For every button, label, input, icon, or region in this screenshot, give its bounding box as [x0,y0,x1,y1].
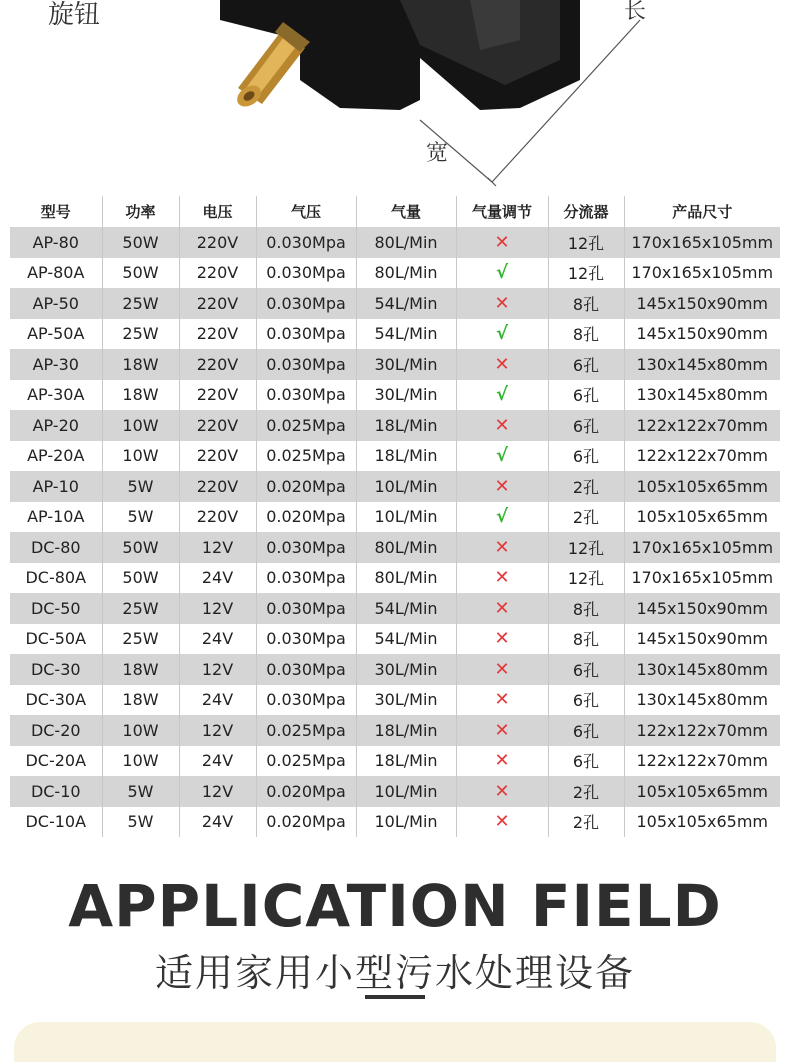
cell-flow: 10L/Min [356,807,456,838]
cell-power: 18W [102,349,179,380]
cell-flow: 30L/Min [356,380,456,411]
table-row [10,746,780,777]
cell-size: 130x145x80mm [624,654,780,685]
cell-flow-adjust [456,319,548,350]
cell-pressure: 0.030Mpa [256,563,356,594]
cell-flow-adjust [456,441,548,472]
cell-model: DC-50 [10,593,102,624]
cell-splitter: 8孔 [548,593,624,624]
cell-power: 50W [102,227,179,258]
brass-nozzle [233,22,310,111]
cross-icon: ✕ [494,658,510,680]
cell-model: DC-50A [10,624,102,655]
cell-power: 10W [102,410,179,441]
table-row [10,776,780,807]
cell-flow: 54L/Min [356,624,456,655]
check-icon: √ [495,262,508,284]
cell-voltage: 12V [179,532,256,563]
table-row [10,624,780,655]
cell-flow: 18L/Min [356,715,456,746]
table-row [10,563,780,594]
cell-voltage: 220V [179,441,256,472]
cell-size: 145x150x90mm [624,593,780,624]
cell-power: 50W [102,563,179,594]
cross-icon: ✕ [494,536,510,558]
cell-voltage: 220V [179,380,256,411]
cell-voltage: 220V [179,227,256,258]
header-flow-adjust: 气量调节 [456,196,548,227]
cross-icon: ✕ [494,689,510,711]
cell-flow: 18L/Min [356,746,456,777]
cell-size: 105x105x65mm [624,471,780,502]
cell-power: 10W [102,746,179,777]
cell-pressure: 0.025Mpa [256,441,356,472]
cell-model: AP-10A [10,502,102,533]
cell-flow: 10L/Min [356,776,456,807]
cell-flow: 80L/Min [356,563,456,594]
cell-power: 50W [102,532,179,563]
cell-splitter: 6孔 [548,746,624,777]
cell-splitter: 2孔 [548,471,624,502]
cell-voltage: 24V [179,563,256,594]
table-row [10,227,780,258]
cell-size: 122x122x70mm [624,746,780,777]
application-field-title: APPLICATION FIELD [68,872,722,940]
cell-voltage: 24V [179,685,256,716]
cell-pressure: 0.030Mpa [256,685,356,716]
cell-power: 5W [102,502,179,533]
cell-size: 105x105x65mm [624,776,780,807]
cell-model: DC-20A [10,746,102,777]
table-row [10,654,780,685]
cell-power: 25W [102,593,179,624]
cell-power: 25W [102,288,179,319]
cross-icon: ✕ [494,567,510,589]
cell-size: 122x122x70mm [624,410,780,441]
cell-model: AP-20 [10,410,102,441]
cell-voltage: 220V [179,502,256,533]
cell-splitter: 6孔 [548,685,624,716]
cell-flow: 18L/Min [356,410,456,441]
header-model: 型号 [10,196,102,227]
cross-icon: ✕ [494,353,510,375]
cell-flow-adjust [456,227,548,258]
check-icon: √ [495,506,508,528]
cross-icon: ✕ [494,475,510,497]
table-row [10,258,780,289]
cell-size: 145x150x90mm [624,624,780,655]
cross-icon: ✕ [494,780,510,802]
cell-splitter: 2孔 [548,502,624,533]
cell-model: DC-80A [10,563,102,594]
cell-flow-adjust [456,502,548,533]
cell-voltage: 220V [179,319,256,350]
cell-flow-adjust [456,563,548,594]
cell-model: DC-10 [10,776,102,807]
cell-splitter: 12孔 [548,227,624,258]
cell-splitter: 8孔 [548,319,624,350]
cell-flow-adjust [456,471,548,502]
cell-pressure: 0.030Mpa [256,654,356,685]
cell-pressure: 0.030Mpa [256,624,356,655]
table-row [10,471,780,502]
header-flow: 气量 [356,196,456,227]
check-icon: √ [495,384,508,406]
cell-pressure: 0.020Mpa [256,471,356,502]
cell-pressure: 0.030Mpa [256,349,356,380]
cell-flow: 10L/Min [356,502,456,533]
cell-splitter: 8孔 [548,624,624,655]
header-power: 功率 [102,196,179,227]
cell-flow-adjust [456,654,548,685]
cell-size: 105x105x65mm [624,502,780,533]
title-underline [365,995,425,999]
cell-pressure: 0.020Mpa [256,502,356,533]
cell-pressure: 0.020Mpa [256,776,356,807]
cell-voltage: 24V [179,624,256,655]
cell-flow-adjust [456,593,548,624]
cell-size: 170x165x105mm [624,258,780,289]
cell-power: 18W [102,685,179,716]
spec-table-body [10,227,780,837]
cross-icon: ✕ [494,292,510,314]
cell-size: 145x150x90mm [624,319,780,350]
table-row [10,502,780,533]
cell-flow: 18L/Min [356,441,456,472]
cell-splitter: 6孔 [548,441,624,472]
product-image-section [0,0,790,196]
cross-icon: ✕ [494,231,510,253]
cell-pressure: 0.020Mpa [256,807,356,838]
cell-voltage: 220V [179,410,256,441]
cell-splitter: 12孔 [548,563,624,594]
check-icon: √ [495,445,508,467]
cell-pressure: 0.030Mpa [256,258,356,289]
cell-flow: 10L/Min [356,471,456,502]
cell-power: 25W [102,624,179,655]
cell-flow: 80L/Min [356,532,456,563]
cell-power: 5W [102,807,179,838]
cross-icon: ✕ [494,811,510,833]
cell-voltage: 12V [179,654,256,685]
cell-splitter: 6孔 [548,654,624,685]
cell-power: 5W [102,776,179,807]
cell-model: AP-30 [10,349,102,380]
cross-icon: ✕ [494,628,510,650]
footer-panel [14,1022,776,1062]
cell-pressure: 0.025Mpa [256,410,356,441]
cell-voltage: 24V [179,746,256,777]
cross-icon: ✕ [494,414,510,436]
cell-flow-adjust [456,410,548,441]
cell-model: AP-80A [10,258,102,289]
cell-size: 170x165x105mm [624,563,780,594]
table-row [10,807,780,838]
cell-voltage: 220V [179,471,256,502]
cell-flow-adjust [456,288,548,319]
cell-size: 122x122x70mm [624,441,780,472]
cell-flow-adjust [456,532,548,563]
cell-model: AP-50 [10,288,102,319]
cell-voltage: 12V [179,715,256,746]
cell-pressure: 0.030Mpa [256,227,356,258]
cell-splitter: 8孔 [548,288,624,319]
cell-power: 25W [102,319,179,350]
cell-voltage: 220V [179,349,256,380]
cell-voltage: 12V [179,776,256,807]
cell-model: AP-80 [10,227,102,258]
table-row [10,441,780,472]
cell-splitter: 2孔 [548,807,624,838]
cell-flow-adjust [456,349,548,380]
application-field-subtitle: 适用家用小型污水处理设备 [154,951,635,995]
cell-power: 18W [102,654,179,685]
header-voltage: 电压 [179,196,256,227]
table-row [10,288,780,319]
cross-icon: ✕ [494,750,510,772]
knob-label: 旋钮 [48,0,101,30]
table-row [10,410,780,441]
table-row [10,319,780,350]
cell-flow: 30L/Min [356,349,456,380]
cell-model: DC-10A [10,807,102,838]
cross-icon: ✕ [494,597,510,619]
cell-splitter: 6孔 [548,410,624,441]
cell-flow-adjust [456,807,548,838]
air-pump-product-illustration [0,0,790,196]
cell-power: 50W [102,258,179,289]
cell-pressure: 0.025Mpa [256,715,356,746]
length-label: 长 [624,0,647,24]
table-row [10,715,780,746]
cell-voltage: 12V [179,593,256,624]
table-row [10,685,780,716]
width-label: 宽 [426,141,449,166]
cell-model: DC-30 [10,654,102,685]
cell-pressure: 0.030Mpa [256,593,356,624]
cell-flow: 30L/Min [356,654,456,685]
table-row [10,349,780,380]
cell-size: 122x122x70mm [624,715,780,746]
cell-size: 170x165x105mm [624,532,780,563]
spec-table [10,196,780,837]
header-splitter: 分流器 [548,196,624,227]
cell-model: AP-30A [10,380,102,411]
cell-power: 10W [102,715,179,746]
cell-size: 170x165x105mm [624,227,780,258]
cell-size: 145x150x90mm [624,288,780,319]
cross-icon: ✕ [494,719,510,741]
cell-pressure: 0.030Mpa [256,532,356,563]
header-pressure: 气压 [256,196,356,227]
cell-splitter: 6孔 [548,349,624,380]
cell-splitter: 2孔 [548,776,624,807]
check-icon: √ [495,323,508,345]
cell-flow-adjust [456,258,548,289]
cell-pressure: 0.030Mpa [256,380,356,411]
cell-flow: 80L/Min [356,258,456,289]
cell-size: 105x105x65mm [624,807,780,838]
table-row [10,380,780,411]
cell-flow-adjust [456,746,548,777]
cell-power: 18W [102,380,179,411]
cell-size: 130x145x80mm [624,380,780,411]
cell-pressure: 0.030Mpa [256,288,356,319]
cell-splitter: 6孔 [548,380,624,411]
cell-flow-adjust [456,715,548,746]
cell-flow-adjust [456,624,548,655]
cell-splitter: 12孔 [548,532,624,563]
cell-voltage: 220V [179,258,256,289]
cell-voltage: 220V [179,288,256,319]
cell-model: DC-80 [10,532,102,563]
cell-size: 130x145x80mm [624,349,780,380]
cell-model: AP-50A [10,319,102,350]
cell-flow-adjust [456,776,548,807]
cell-flow: 54L/Min [356,319,456,350]
cell-flow-adjust [456,685,548,716]
cell-voltage: 24V [179,807,256,838]
cell-flow: 30L/Min [356,685,456,716]
cell-power: 10W [102,441,179,472]
cell-model: DC-30A [10,685,102,716]
cell-flow: 54L/Min [356,288,456,319]
table-header-row [10,196,780,227]
cell-model: DC-20 [10,715,102,746]
cell-flow: 80L/Min [356,227,456,258]
cell-power: 5W [102,471,179,502]
cell-model: AP-20A [10,441,102,472]
cell-splitter: 6孔 [548,715,624,746]
table-row [10,593,780,624]
cell-splitter: 12孔 [548,258,624,289]
cell-model: AP-10 [10,471,102,502]
header-size: 产品尺寸 [624,196,780,227]
cell-size: 130x145x80mm [624,685,780,716]
cell-flow-adjust [456,380,548,411]
cell-flow: 54L/Min [356,593,456,624]
table-row [10,532,780,563]
cell-pressure: 0.030Mpa [256,319,356,350]
cell-pressure: 0.025Mpa [256,746,356,777]
